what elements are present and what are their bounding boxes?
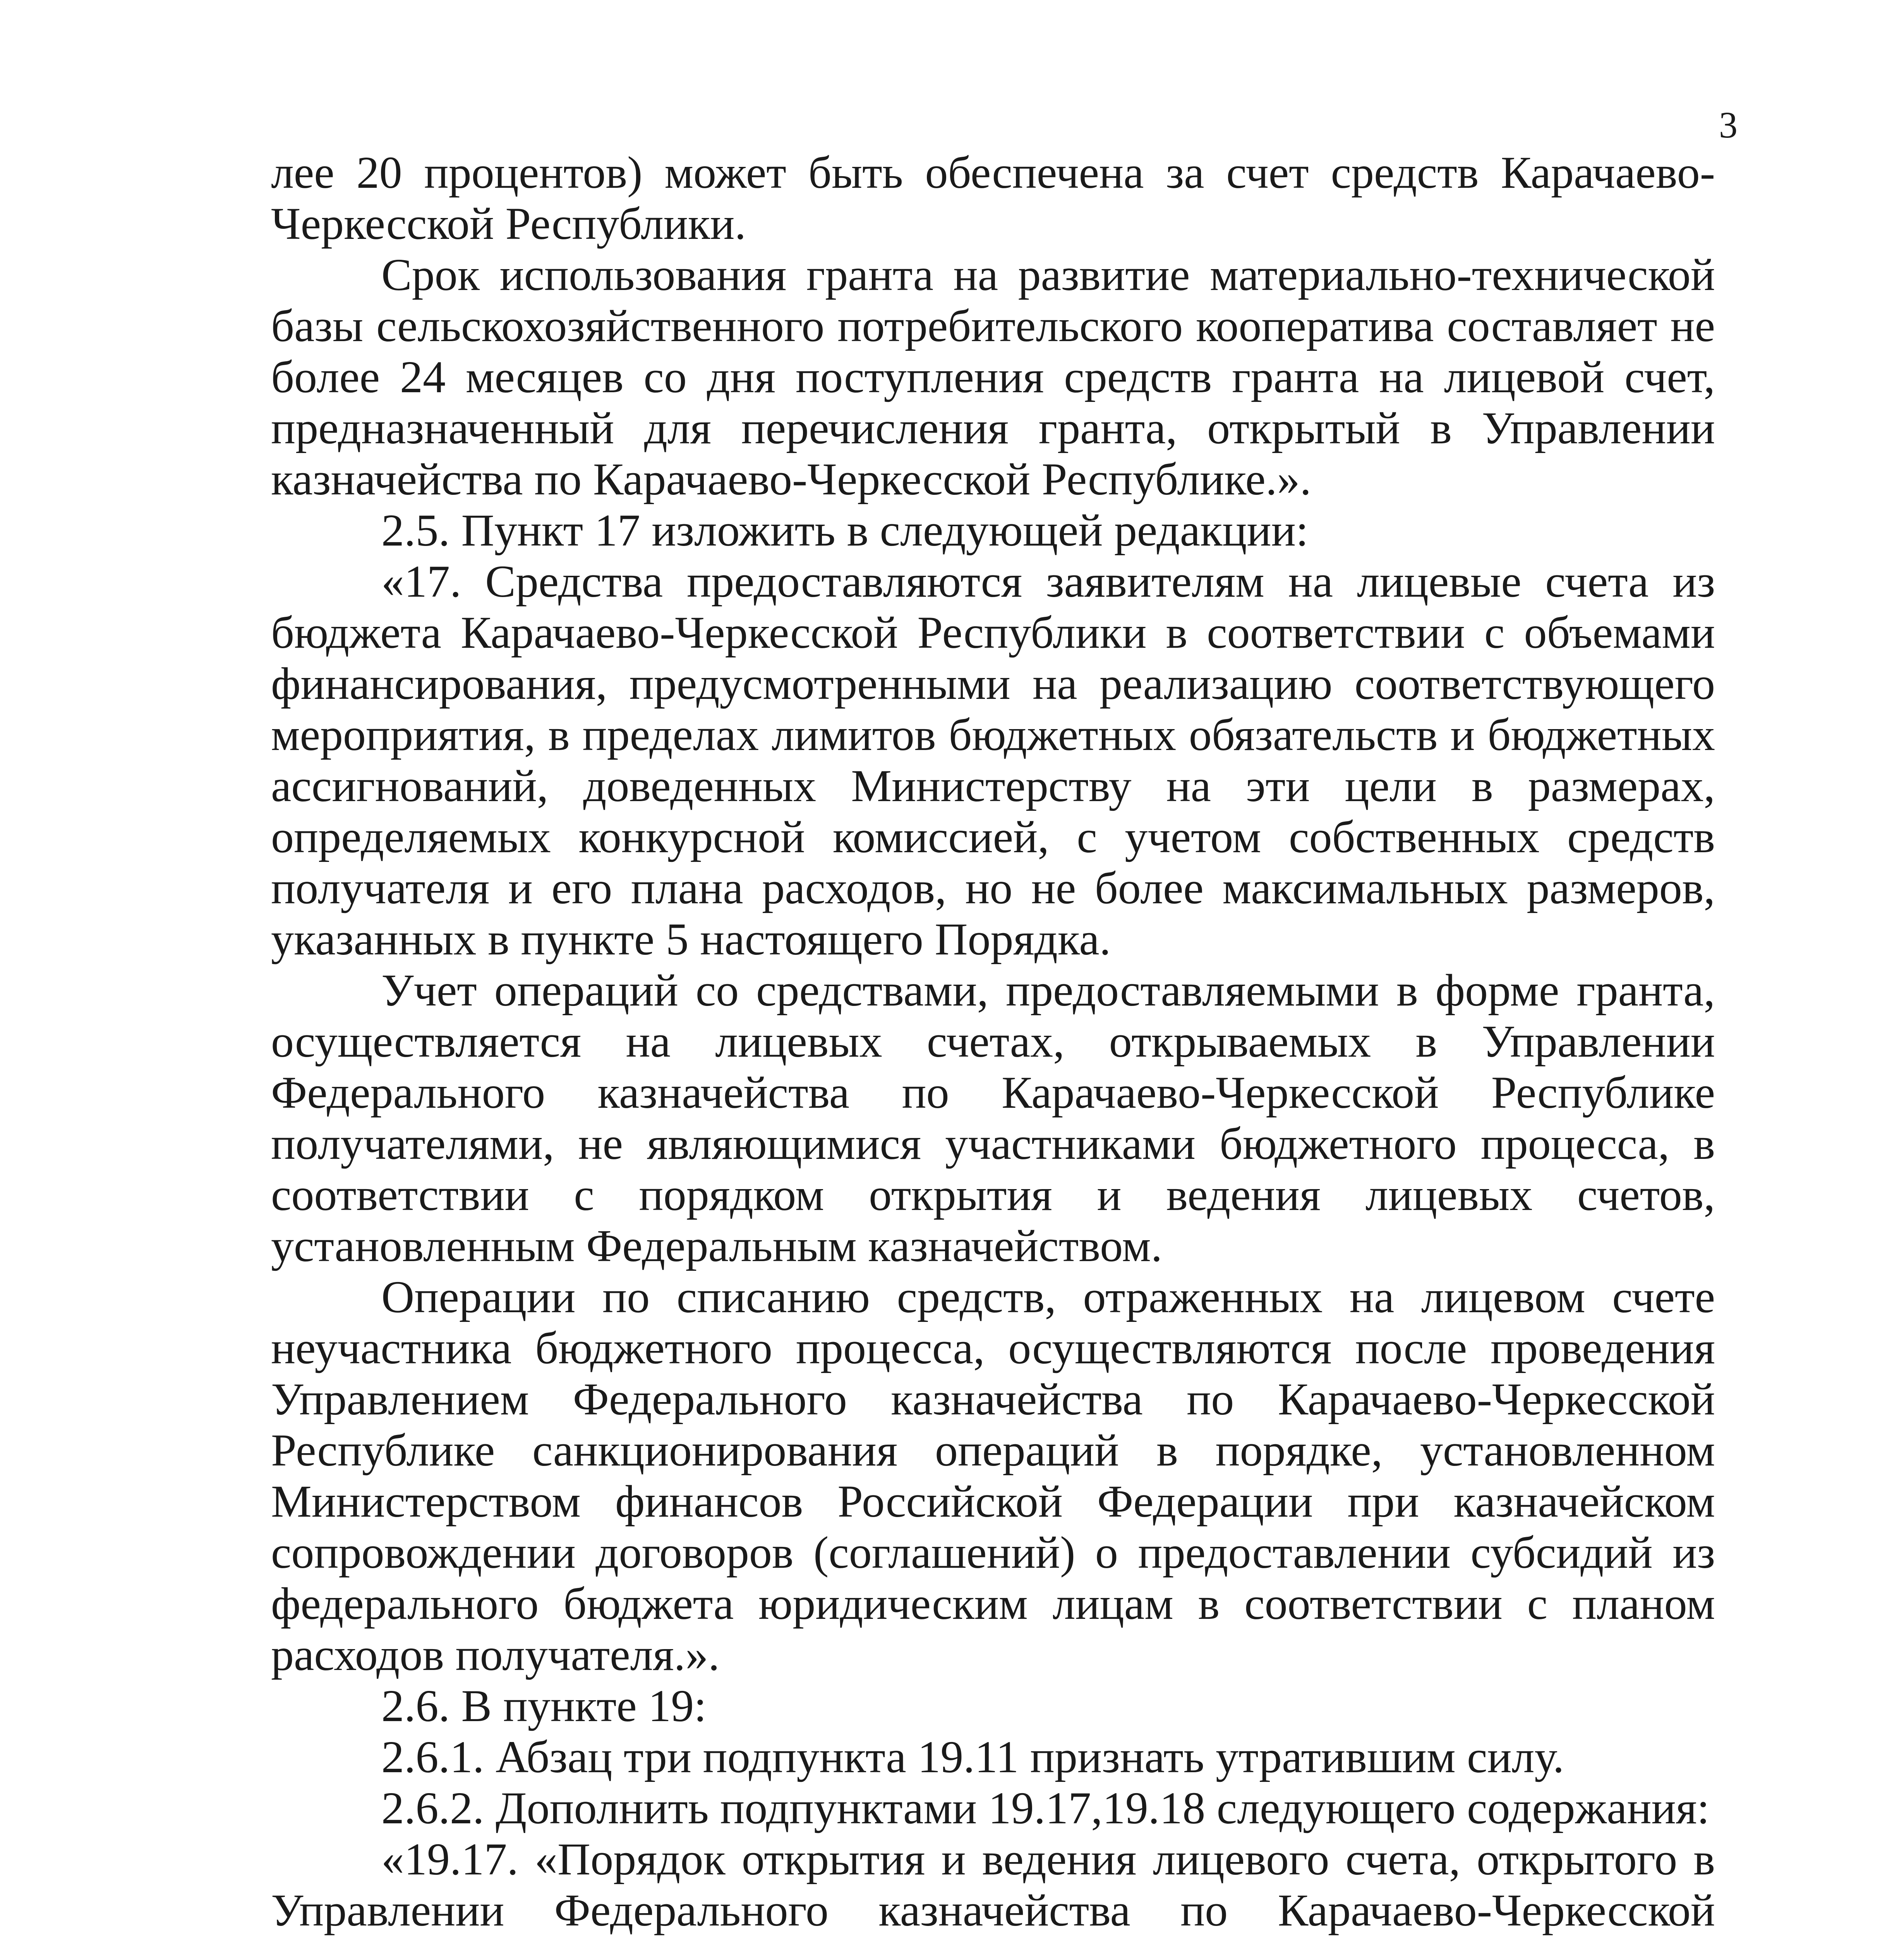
paragraph-item-2-6: 2.6. В пункте 19:: [381, 1680, 707, 1731]
paragraph-item-2-6-2: 2.6.2. Дополнить подпунктами 19.17,19.18 следующего содержания:: [381, 1783, 1710, 1833]
paragraph-grant-term: Срок использования гранта на развитие материально-технической базы сельскохозяйственного потребительского кооператива составляет не более 24 месяцев со дня поступления средств гранта на лицевой счет, предназначенный для перечисления гранта, открытый в Управлении казначейства по Карачаево-Черкесской Республике.».: [271, 249, 1715, 505]
page-number: 3: [1719, 104, 1738, 146]
paragraph-subpoint-19-17: «19.17. «Порядок открытия и ведения лицевого счета, открытого в Управлении Федерального казначейства по Карачаево-Черкесской: [271, 1834, 1715, 1936]
paragraph-item-2-5: 2.5. Пункт 17 изложить в следующей редакции:: [381, 505, 1309, 556]
paragraph-operations: Операции по списанию средств, отраженных на лицевом счете неучастника бюджетного процесса, осуществляются после проведения Управлением Федерального казначейства по Карачаево-Черкесской Республике санкционирования операций в порядке, установленном Министерством финансов Российской Федерации при казначейском сопровождении договоров (соглашений) о предоставлении субсидий из федерального бюджета юридическим лицам в соответствии с планом расходов получателя.».: [271, 1272, 1715, 1680]
paragraph-item-2-6-1: 2.6.1. Абзац три подпункта 19.11 признать утратившим силу.: [381, 1732, 1564, 1782]
document-body: [271, 147, 1715, 1936]
paragraph-continuation: лее 20 процентов) может быть обеспечена за счет средств Карачаево-Черкесской Республики.: [271, 147, 1715, 249]
paragraph-point-17: «17. Средства предоставляются заявителям на лицевые счета из бюджета Карачаево-Черкесской Республики в соответствии с объемами финансирования, предусмотренными на реализацию соответствующего мероприятия, в пределах лимитов бюджетных обязательств и бюджетных ассигнований, доведенных Министерству на эти цели в размерах, определяемых конкурсной комиссией, с учетом собственных средств получателя и его плана расходов, но не более максимальных размеров, указанных в пункте 5 настоящего Порядка.: [271, 556, 1715, 965]
paragraph-accounting: Учет операций со средствами, предоставляемыми в форме гранта, осуществляется на лицевых счетах, открываемых в Управлении Федерального казначейства по Карачаево-Черкесской Республике получателями, не являющимися участниками бюджетного процесса, в соответствии с порядком открытия и ведения лицевых счетов, установленным Федеральным казначейством.: [271, 965, 1715, 1271]
